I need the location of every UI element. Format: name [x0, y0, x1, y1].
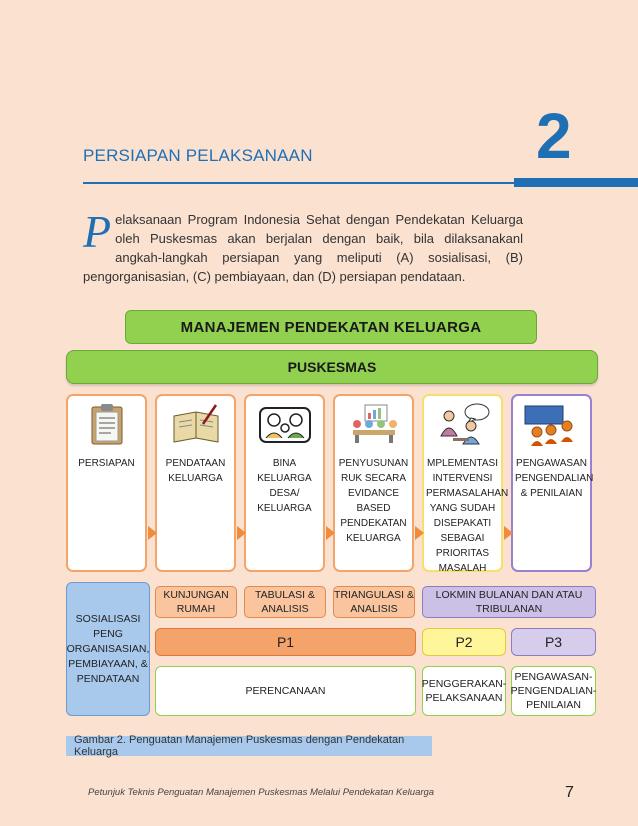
arrow-right-icon — [148, 526, 157, 540]
step-label: PENGAWASAN PENGENDALIAN & PENILAIAN — [515, 458, 594, 499]
triangulasi-analisis-box: TRIANGULASI & ANALISIS — [333, 586, 415, 618]
family-icon — [258, 402, 312, 451]
header-rule — [83, 182, 553, 184]
step-pendataan — [155, 394, 236, 572]
pengawasan-box: PENGAWASAN-PENGENDALIAN-PENILAIAN — [511, 666, 596, 716]
arrow-right-icon — [237, 526, 246, 540]
kunjungan-rumah-box: KUNJUNGAN RUMAH — [155, 586, 237, 618]
phase-p2: P2 — [422, 628, 506, 656]
header-rule-accent — [514, 178, 638, 187]
puskesmas-bar: PUSKESMAS — [66, 350, 598, 384]
diagram-banner: MANAJEMEN PENDEKATAN KELUARGA — [125, 310, 537, 344]
figure-caption: Gambar 2. Penguatan Manajemen Puskesmas dengan Pendekatan Keluarga — [66, 736, 432, 756]
penggerakan-box: PENGGERAKAN-PELAKSANAAN — [422, 666, 506, 716]
sosialisasi-box: SOSIALISASI PENG ORGANISASIAN, PEMBIAYAAN, & PENDATAAN — [66, 582, 150, 716]
arrow-right-icon — [415, 526, 424, 540]
intro-text: elaksanaan Program Indonesia Sehat dengan Pendekatan Keluarga oleh Puskesmas akan berjalan dengan baik, bila dilaksanakanl angkah-langkah persiapan yang meliputi (A) sosialisasi, (B) pengorganisasian, (C) pembiayaan, dan (D) persiapan pendataan. — [83, 212, 523, 284]
step-persiapan — [66, 394, 147, 572]
phase-p3: P3 — [511, 628, 596, 656]
lokmin-box: LOKMIN BULANAN DAN ATAU TRIBULANAN — [422, 586, 596, 618]
footer-text: Petunjuk Teknis Penguatan Manajemen Puskesmas Melalui Pendekatan Keluarga — [88, 787, 435, 798]
discussion-icon — [435, 402, 491, 453]
step-label: MPLEMENTASI INTERVENSI PERMASALAHAN YANG SUDAH DISEPAKATI SEBAGAI PRIORITAS MASALAH — [426, 458, 509, 574]
notebook-icon — [171, 402, 221, 451]
step-label: PENDATAAN KELUARGA — [165, 458, 226, 484]
chapter-number: 2 — [536, 100, 572, 172]
dropcap: P — [83, 206, 112, 257]
tabulasi-analisis-box: TABULASI & ANALISIS — [244, 586, 326, 618]
meeting-icon — [523, 402, 581, 453]
step-penyusunan-ruk — [333, 394, 414, 572]
step-bina-keluarga — [244, 394, 325, 572]
step-pengawasan — [511, 394, 592, 572]
step-label: PENYUSUNAN RUK SECARA EVIDANCE BASED PENDEKATAN KELUARGA — [338, 458, 409, 544]
chapter-title: PERSIAPAN PELAKSANAAN — [83, 146, 313, 165]
step-label: PERSIAPAN — [78, 458, 135, 469]
phase-p1: P1 — [155, 628, 416, 656]
arrow-right-icon — [326, 526, 335, 540]
clipboard-icon — [89, 402, 125, 451]
page-number: 7 — [565, 784, 574, 801]
planning-icon — [347, 402, 401, 451]
perencanaan-box: PERENCANAAN — [155, 666, 416, 716]
step-label: BINA KELUARGA DESA/ KELUARGA — [257, 458, 312, 514]
step-implementasi — [422, 394, 509, 574]
arrow-right-icon — [504, 526, 513, 540]
intro-paragraph — [83, 206, 523, 286]
